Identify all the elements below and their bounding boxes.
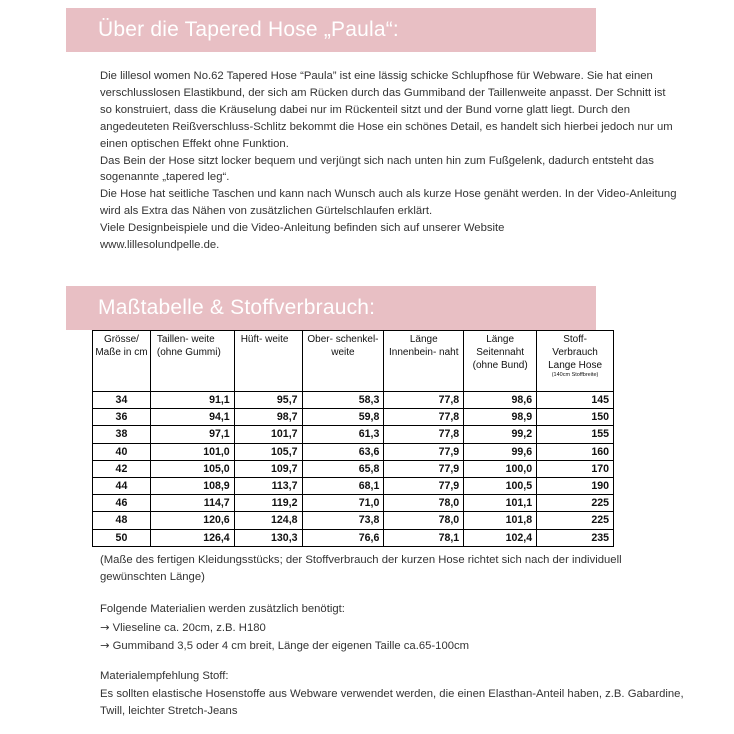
materials-heading: Folgende Materialien werden zusätzlich benötigt: [100, 603, 345, 615]
value-cell: 101,7 [234, 426, 302, 443]
fabric-text: Es sollten elastische Hosenstoffe aus Webware verwendet werden, die einen Elasthan-Anteil haben, z.B. Gabardine, Twill, leichter Stretch-Jeans [100, 687, 684, 717]
table-row [93, 460, 614, 477]
table-note: (Maße des fertigen Kleidungsstücks; der Stoffverbrauch der kurzen Hose richtet sich nach der individuell gewünschten Länge) [100, 554, 622, 583]
intro-paragraph: Viele Designbeispiele und die Video-Anleitung befinden sich auf unserer Website [100, 222, 505, 235]
col-header-fabric-label: Stoff- Verbrauch Lange Hose [548, 334, 603, 371]
col-header-size: Grösse/ Maße in cm [93, 331, 151, 392]
value-cell: 63,6 [302, 443, 384, 460]
value-cell: 225 [537, 495, 614, 512]
section-title-size-table: Maßtabelle & Stoffverbrauch: [66, 286, 596, 330]
materials-item [100, 619, 700, 638]
size-cell: 44 [93, 477, 151, 494]
size-cell: 40 [93, 443, 151, 460]
table-row [93, 512, 614, 529]
value-cell: 73,8 [302, 512, 384, 529]
table-body [93, 392, 614, 547]
value-cell: 77,9 [384, 460, 464, 477]
value-cell: 170 [537, 460, 614, 477]
table-row [93, 495, 614, 512]
value-cell: 100,5 [464, 477, 537, 494]
table-row [93, 477, 614, 494]
section-title-about: Über die Tapered Hose „Paula“: [66, 8, 596, 52]
value-cell: 65,8 [302, 460, 384, 477]
table-row [93, 426, 614, 443]
value-cell: 58,3 [302, 392, 384, 409]
value-cell: 190 [537, 477, 614, 494]
materials-section [100, 601, 700, 656]
value-cell: 98,6 [464, 392, 537, 409]
value-cell: 98,7 [234, 409, 302, 426]
col-header-fabric-width: (140cm Stoffbreite) [551, 372, 599, 378]
materials-item [100, 637, 700, 656]
value-cell: 105,0 [150, 460, 234, 477]
value-cell: 109,7 [234, 460, 302, 477]
value-cell: 101,1 [464, 495, 537, 512]
size-cell: 36 [93, 409, 151, 426]
table-row [93, 443, 614, 460]
size-cell: 50 [93, 529, 151, 546]
value-cell: 105,7 [234, 443, 302, 460]
value-cell: 77,9 [384, 477, 464, 494]
size-table [92, 330, 614, 547]
value-cell: 61,3 [302, 426, 384, 443]
value-cell: 95,7 [234, 392, 302, 409]
value-cell: 78,1 [384, 529, 464, 546]
value-cell: 108,9 [150, 477, 234, 494]
value-cell: 130,3 [234, 529, 302, 546]
col-header-fabric [537, 331, 614, 392]
value-cell: 77,9 [384, 443, 464, 460]
col-header-thigh: Ober- schenkel- weite [302, 331, 384, 392]
value-cell: 94,1 [150, 409, 234, 426]
value-cell: 113,7 [234, 477, 302, 494]
value-cell: 68,1 [302, 477, 384, 494]
fabric-recommendation [100, 668, 700, 721]
value-cell: 100,0 [464, 460, 537, 477]
value-cell: 114,7 [150, 495, 234, 512]
col-header-inseam: Länge Innenbein- naht [384, 331, 464, 392]
value-cell: 78,0 [384, 495, 464, 512]
size-cell: 48 [93, 512, 151, 529]
value-cell: 119,2 [234, 495, 302, 512]
table-row [93, 409, 614, 426]
value-cell: 160 [537, 443, 614, 460]
col-header-hip: Hüft- weite [234, 331, 302, 392]
fabric-heading: Materialempfehlung Stoff: [100, 670, 229, 682]
size-cell: 34 [93, 392, 151, 409]
value-cell: 77,8 [384, 392, 464, 409]
value-cell: 59,8 [302, 409, 384, 426]
value-cell: 76,6 [302, 529, 384, 546]
value-cell: 120,6 [150, 512, 234, 529]
arrow-right-icon: → [100, 639, 110, 652]
value-cell: 99,2 [464, 426, 537, 443]
value-cell: 91,1 [150, 392, 234, 409]
value-cell: 77,8 [384, 409, 464, 426]
website-link[interactable]: www.lillesolundpelle.de. [100, 239, 220, 252]
table-row [93, 392, 614, 409]
value-cell: 97,1 [150, 426, 234, 443]
value-cell: 145 [537, 392, 614, 409]
table-row [93, 529, 614, 546]
value-cell: 78,0 [384, 512, 464, 529]
value-cell: 101,8 [464, 512, 537, 529]
intro-paragraph: Das Bein der Hose sitzt locker bequem und verjüngt sich nach unten hin zum Fußgelenk, dadurch entsteht das sogenannte „tapered leg“. [100, 154, 654, 184]
intro-paragraph: Die lillesol women No.62 Tapered Hose “Paula” ist eine lässig schicke Schlupfhose für Webware. Sie hat einen verschlusslosen Elastikbund, der sich am Rücken durch das Gummiband der Taillenweite anpasst. Der Schnitt ist so konstruiert, dass die Kräuselung dabei nur im Rückenteil sitzt und der Bund vorne glatt liegt. Durch den angedeuteten Reißverschluss-Schlitz bekommt die Hose ein schönes Detail, es handelt sich hierbei jedoch nur um einen optischen Effekt ohne Funktion. [100, 70, 673, 150]
value-cell: 150 [537, 409, 614, 426]
intro-text [100, 68, 680, 254]
table-header-row [93, 331, 614, 392]
value-cell: 99,6 [464, 443, 537, 460]
col-header-waist: Taillen- weite (ohne Gummi) [150, 331, 234, 392]
value-cell: 235 [537, 529, 614, 546]
value-cell: 102,4 [464, 529, 537, 546]
value-cell: 101,0 [150, 443, 234, 460]
size-cell: 46 [93, 495, 151, 512]
materials-item-text: Gummiband 3,5 oder 4 cm breit, Länge der eigenen Taille ca.65-100cm [112, 640, 470, 652]
value-cell: 126,4 [150, 529, 234, 546]
value-cell: 98,9 [464, 409, 537, 426]
value-cell: 124,8 [234, 512, 302, 529]
arrow-right-icon: → [100, 620, 110, 634]
col-header-side-seam: Länge Seitennaht (ohne Bund) [464, 331, 537, 392]
intro-paragraph: Die Hose hat seitliche Taschen und kann nach Wunsch auch als kurze Hose genäht werden. In der Video-Anleitung wird als Extra das Nähen von zusätzlichen Gürtelschlaufen erklärt. [100, 188, 677, 218]
value-cell: 71,0 [302, 495, 384, 512]
value-cell: 225 [537, 512, 614, 529]
size-cell: 38 [93, 426, 151, 443]
size-cell: 42 [93, 460, 151, 477]
value-cell: 77,8 [384, 426, 464, 443]
value-cell: 155 [537, 426, 614, 443]
materials-item-text: Vlieseline ca. 20cm, z.B. H180 [112, 621, 266, 634]
